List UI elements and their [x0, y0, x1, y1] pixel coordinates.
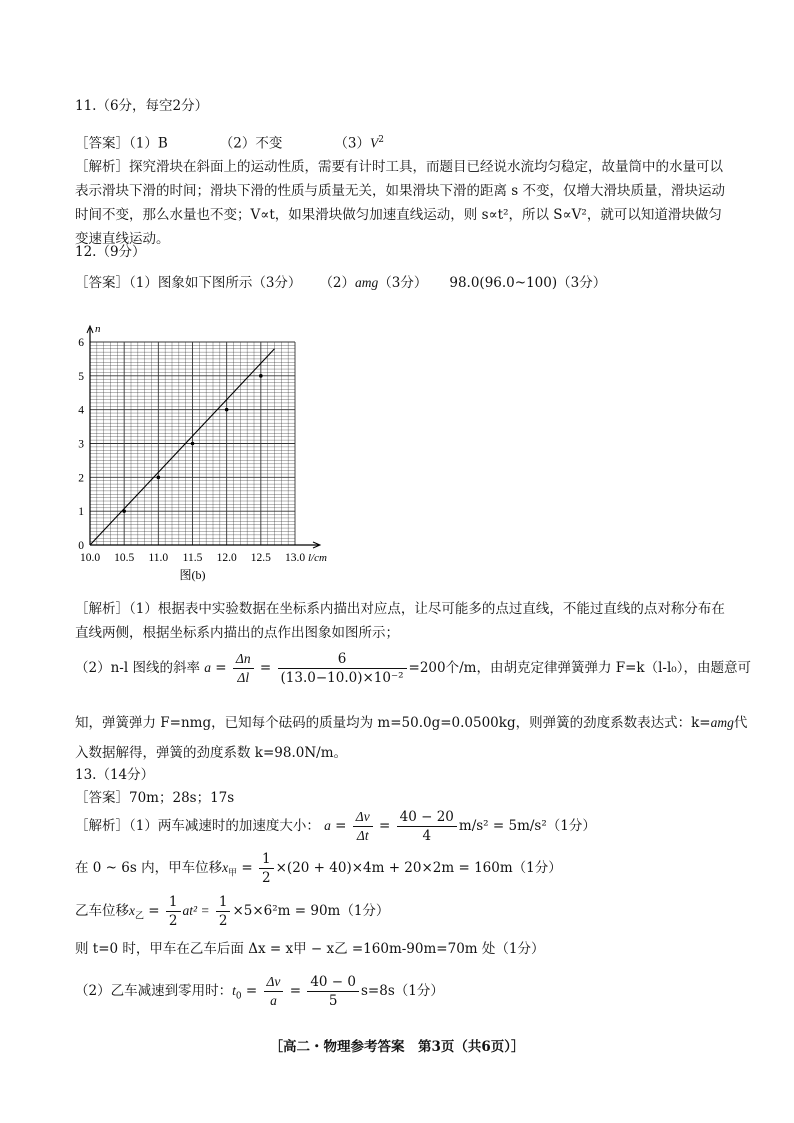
y-tick-label: 2: [78, 472, 84, 485]
q13-l5-suffix: s=8s（1分）: [361, 983, 444, 999]
q13-l2-prefix: 在 0 ~ 6s 内，甲车位移: [75, 860, 223, 876]
q13-l5-prefix: （2）乙车减速到零用时：: [75, 983, 233, 999]
disp-var: x: [222, 860, 229, 875]
fraction: [166, 893, 181, 930]
q12-ans3: 98.0(96.0~100)（3分）: [449, 275, 607, 291]
q11-ans3-prefix: （3）: [334, 135, 370, 152]
q13-line-5: （2）乙车减速到零用时：$t_0$ = $\frac{\Delta v}{a}$ = $\frac{40 - 0}{5}$ s=8s（1分）: [75, 974, 444, 1009]
data-point: [157, 476, 161, 480]
q13-l1-suffix: m/s² = 5m/s²（1分）: [458, 818, 596, 834]
x-tick-label: 12.5: [250, 552, 271, 564]
page-footer: ［高二・物理参考答案 第3页（共6页）］: [269, 1039, 525, 1055]
x-tick-label: 12.0: [216, 552, 237, 564]
numerator: 6: [278, 650, 407, 669]
numerator: 1: [259, 850, 274, 869]
q11-ans3-var: V: [369, 135, 379, 151]
q12-explanation-1: [75, 597, 727, 645]
answer-label: ［答案］: [75, 275, 129, 291]
q13-answer: [75, 789, 234, 807]
data-point: [122, 509, 126, 513]
q12-ans2-suffix: （3分）: [378, 275, 428, 291]
y-tick-label: 6: [78, 337, 84, 349]
time-sub: 0: [235, 991, 242, 1002]
fraction: [278, 650, 407, 687]
y-tick-label: 4: [78, 404, 84, 417]
slope-var: a: [204, 660, 212, 675]
numerator: 1: [216, 893, 231, 912]
y-tick-label: 5: [78, 370, 84, 383]
x-tick-label: 13.0: [284, 552, 306, 564]
q12-explain1: （1）根据表中实验数据在坐标系内描出对应点，让尽可能多的点过直线，不能过直线的点对称分布在直线两侧，根据坐标系内描出的点作出图象如图所示；: [75, 601, 725, 641]
explain-label: ［解析］: [75, 159, 129, 175]
data-point: [259, 374, 263, 378]
accel-var: a: [324, 818, 331, 833]
x-tick-label: 11.5: [182, 552, 203, 564]
n-l-chart: [70, 318, 370, 588]
fraction: [233, 650, 254, 687]
x-axis-label: l/cm: [308, 552, 327, 564]
q12-answer: [75, 274, 606, 292]
answer-label: ［答案］: [75, 135, 129, 152]
fraction: [216, 893, 231, 930]
q13-line-2: 在 0 ~ 6s 内，甲车位移$x_甲$ = $\frac{1}{2}$ ×(20 + 40)×4m + 20×2m = 160m（1分）: [75, 851, 562, 886]
x-tick-label: 10.5: [114, 552, 135, 564]
q11-ans2: （2）不变: [219, 135, 283, 152]
q11-ans3-sup: 2: [378, 135, 384, 145]
q13-l3-prefix: 乙车位移: [75, 903, 129, 919]
data-point: [225, 408, 229, 412]
q12-explain2-prefix: （2）n-l 图线的斜率: [75, 660, 200, 676]
fraction: [264, 973, 284, 1010]
fraction: [307, 973, 359, 1010]
q11-explain-text: 探究滑块在斜面上的运动性质，需要有计时工具，而题目已经说水流均匀稳定，故量筒中的水量可以表示滑块下滑的时间；滑块下滑的性质与质量无关，如果滑块下滑的距离 s 不变，仅增大滑块质量，滑块运动时间不变，那么水量也不变；V∝t，如果滑块做匀加速直线运动，则 s∝t²，所以 S∝V²，就可以知道滑块做匀变速直线运动。: [75, 159, 726, 247]
q12-explain3-prefix: 知，弹簧弹力 F=nmg，已知每个砝码的质量均为 m=50.0g=0.0500kg，则弹簧的劲度系数表达式：k=: [75, 715, 711, 731]
y-tick-label: 1: [78, 506, 84, 519]
q13-line-3: 乙车位移$x_乙$ = $\frac{1}{2}$ at² = $\frac{1}{2}$ ×5×6²m = 90m（1分）: [75, 894, 390, 929]
y-tick-label: 3: [78, 438, 84, 451]
x-tick-label: 10.0: [79, 552, 101, 564]
q12-explanation-4: 入数据解得，弹簧的劲度系数 k=98.0N/m。: [75, 745, 348, 761]
answer-label: ［答案］: [75, 790, 129, 806]
disp-sub: 乙: [135, 911, 145, 922]
x-tick-label: 11.0: [148, 552, 169, 564]
numerator: 1: [166, 893, 181, 912]
numerator: Δv: [353, 808, 373, 827]
q12-explain3-suffix: 代: [733, 715, 748, 731]
denominator: (13.0−10.0)×10⁻²: [280, 670, 404, 686]
time-var: t: [232, 983, 236, 998]
chart-svg: [70, 318, 370, 588]
q12-explain2-suffix: =200个/m，由胡克定律弹簧弹力 F=k（l-l₀），由题意可: [408, 660, 751, 676]
chart-caption: 图(b): [179, 568, 206, 582]
q13-header: 13.（14分）: [75, 767, 155, 783]
q13-l2-suffix: ×(20 + 40)×4m + 20×2m = 160m（1分）: [275, 860, 562, 876]
numerator: Δn: [233, 650, 254, 669]
q11-ans1: （1）B: [129, 135, 168, 152]
q12-slope-formula: （2）n-l 图线的斜率 a = $\frac{\Delta n}{\Delta l}$ = $\frac{6}{\text{(13.0−10.0)×10⁻²}}$ =200个/m，由胡克定律弹簧弹力 F=k（l-l₀），由题意可: [75, 651, 751, 686]
q11-explanation: [75, 155, 727, 251]
q12-ans2-prefix: （2）: [319, 275, 356, 291]
q11-header: 11.（6分，每空2分）: [75, 98, 209, 114]
q13-line-4: 则 t=0 时，甲车在乙车后面 Δx = x甲 − x乙 =160m-90m=70m 处（1分）: [75, 941, 545, 957]
data-point: [191, 442, 195, 446]
fraction: [397, 808, 457, 845]
q13-l3-mid: at² =: [182, 903, 210, 918]
numerator: 40 − 20: [397, 808, 457, 827]
denominator: 2: [262, 870, 271, 886]
numerator: Δv: [264, 973, 284, 992]
y-axis-label: n: [95, 323, 101, 335]
q11-answer: [75, 131, 384, 153]
denominator: a: [270, 993, 277, 1008]
q12-ans2-var: amg: [355, 275, 379, 290]
denominator: 2: [168, 913, 178, 929]
y-tick-label: 0: [78, 540, 84, 552]
disp-sub: 甲: [228, 868, 238, 879]
q12-explanation-3: [75, 714, 747, 732]
denominator: Δt: [356, 828, 369, 843]
fraction: [353, 808, 373, 845]
q13-answer-text: 70m；28s；17s: [129, 790, 235, 806]
denominator: 2: [218, 913, 228, 929]
q13-l3-suffix: ×5×6²m = 90m（1分）: [232, 903, 390, 919]
denominator: 4: [422, 828, 432, 844]
explain-label: ［解析］: [75, 601, 129, 617]
q12-header: 12.（9分）: [75, 244, 146, 260]
denominator: Δl: [237, 670, 250, 685]
q12-explain3-var: amg: [710, 715, 734, 730]
q13-l1-prefix: （1）两车减速时的加速度大小：: [129, 818, 320, 834]
disp-var: x: [129, 903, 135, 918]
numerator: 40 − 0: [307, 973, 359, 992]
fraction: [259, 850, 274, 887]
denominator: 5: [328, 993, 338, 1009]
q13-line-1: ［解析］（1）两车减速时的加速度大小： a = $\frac{\Delta v}{\Delta t}$ = $\frac{40 - 20}{4}$ m/s² = 5m/s²（1分）: [75, 809, 596, 844]
explain-label: ［解析］: [75, 818, 129, 834]
q12-ans1: （1）图象如下图所示（3分）: [129, 275, 302, 291]
